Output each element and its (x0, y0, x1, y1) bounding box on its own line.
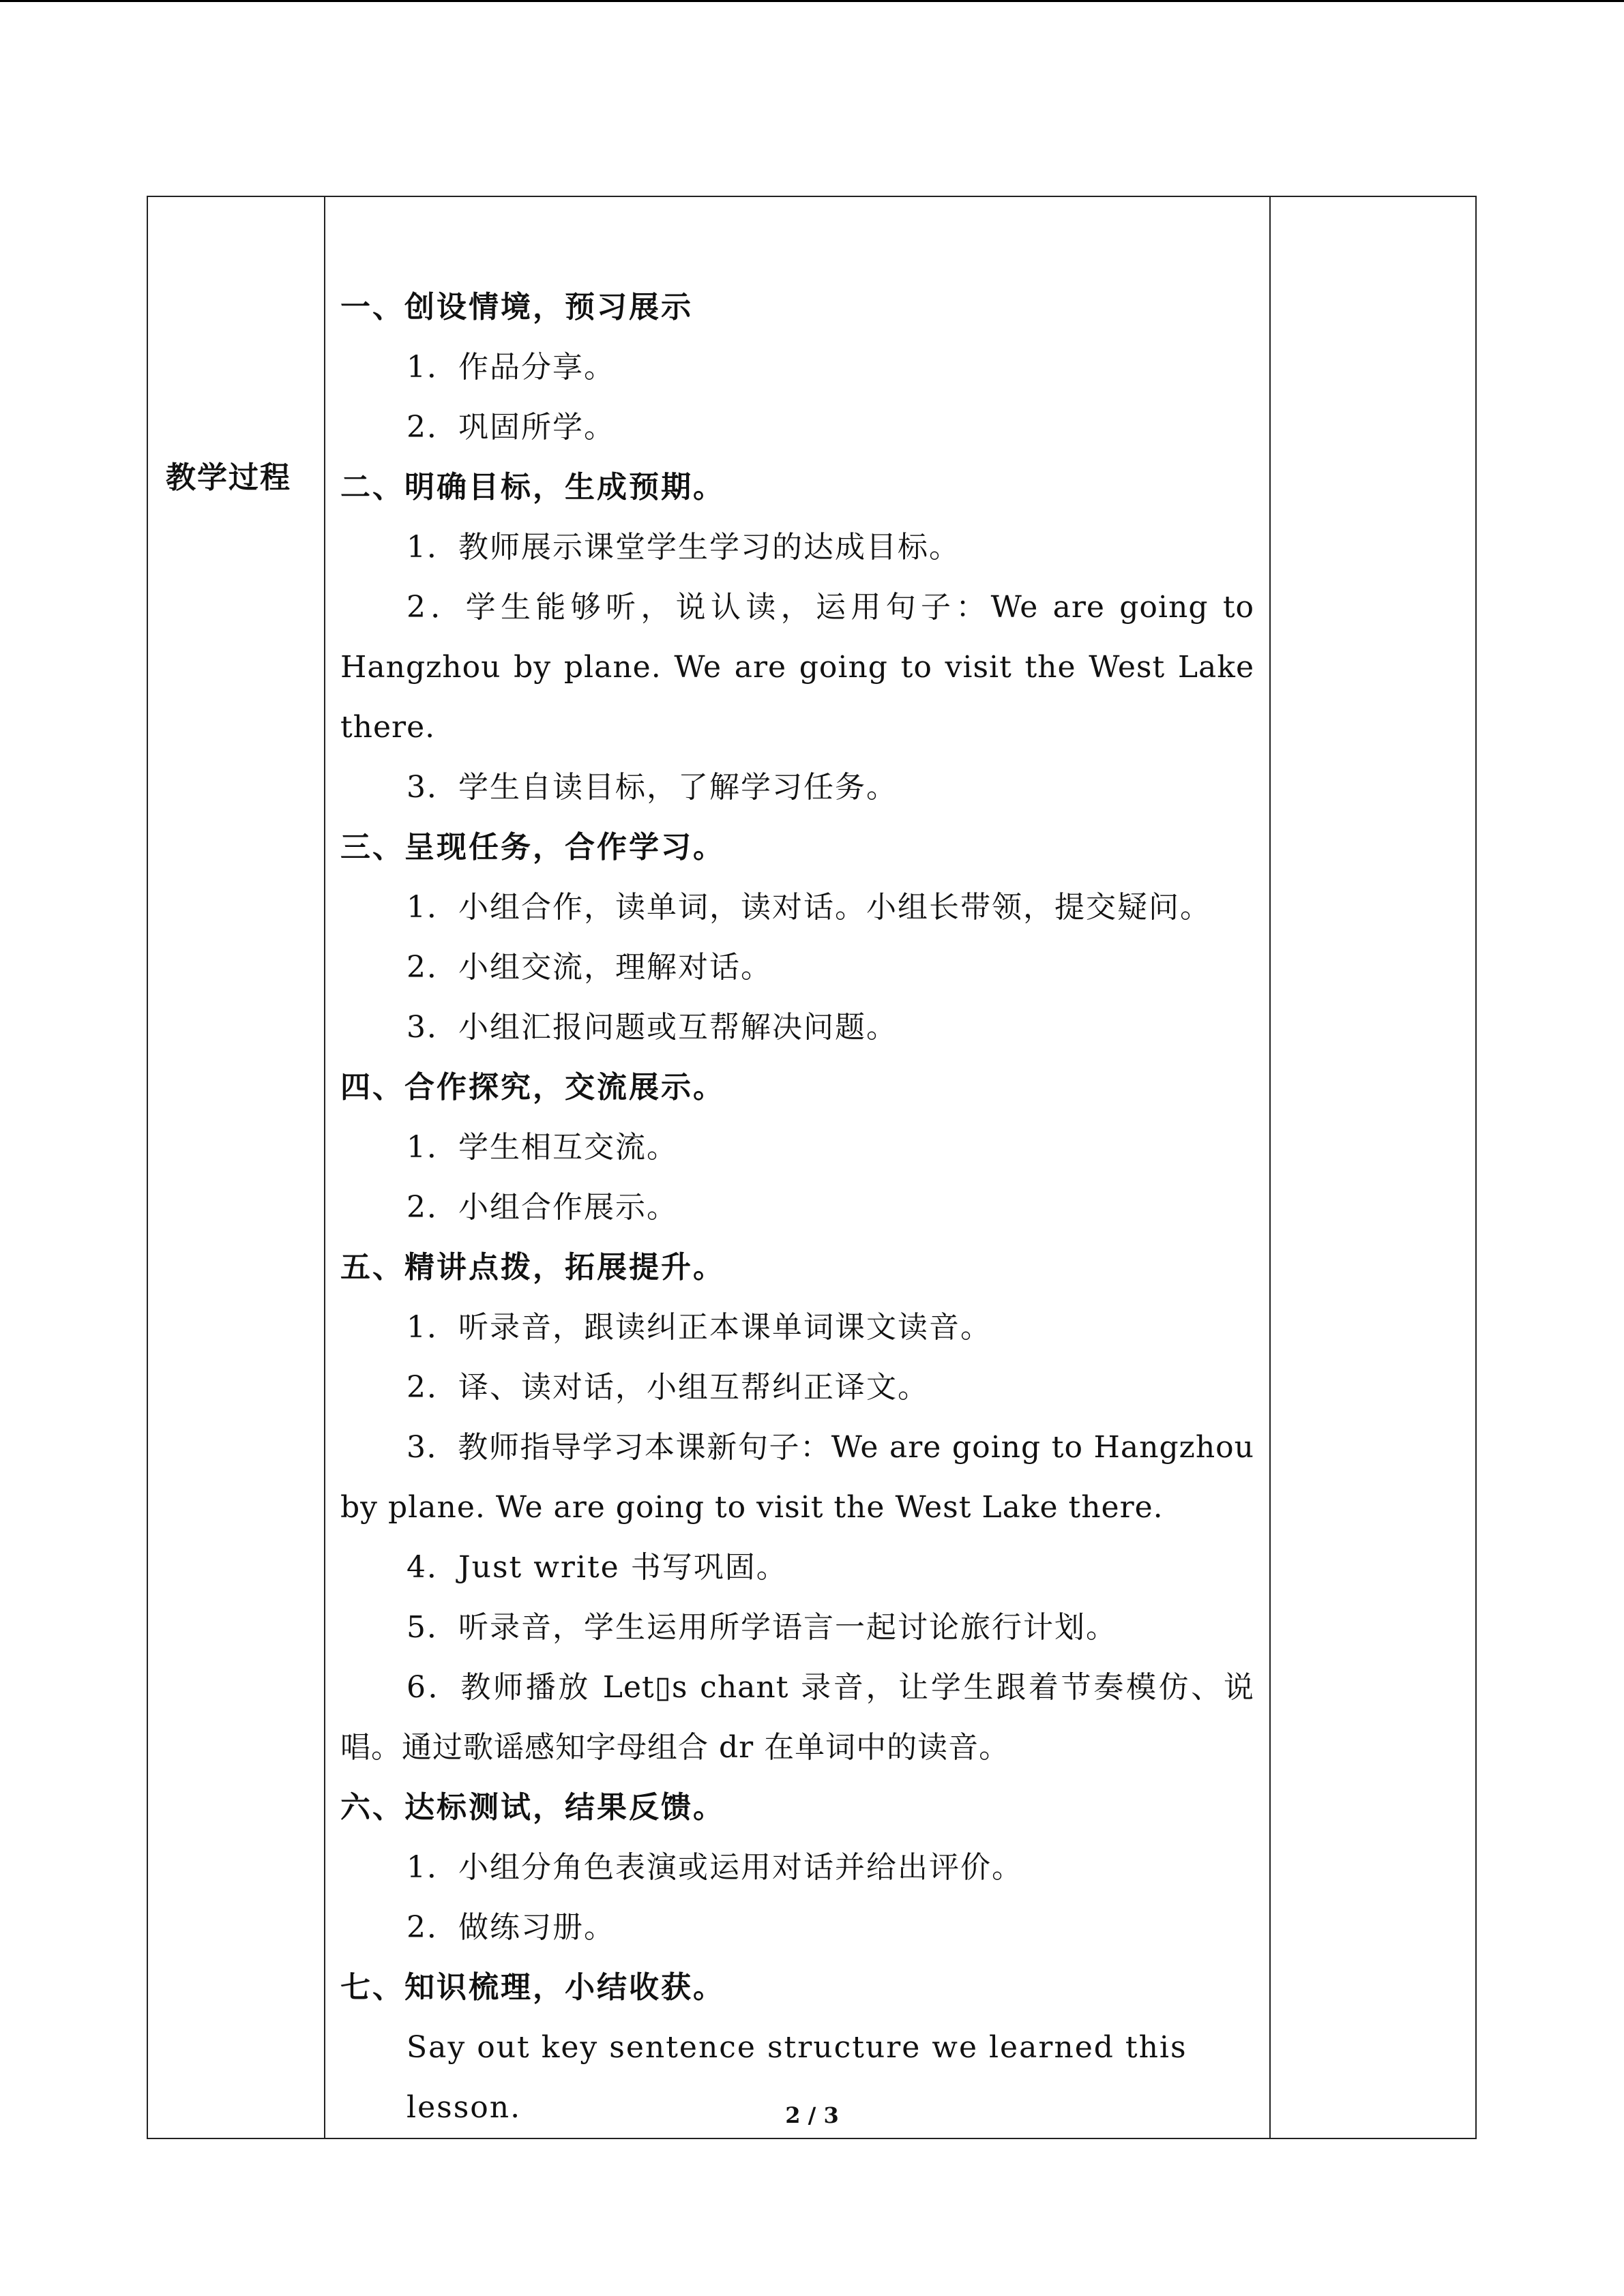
notes-cell (1270, 196, 1476, 2138)
section-paragraph: 3．教师指导学习本课新句子：We are going to Hangzhou by plane. We are going to visit the West Lake there. (340, 1430, 1254, 1525)
content-cell (325, 196, 1270, 2138)
section-paragraph: 6．教师播放 Let▯s chant 录音，让学生跟着节奏模仿、说唱。通过歌谣感知字母组合 dr 在单词中的读音。 (340, 1670, 1254, 1765)
section-item: 4．Just write 书写巩固。 (407, 1550, 788, 1585)
section-heading: 六、达标测试，结果反馈。 (340, 1790, 725, 1825)
section-item: 1．教师展示课堂学生学习的达成目标。 (407, 530, 960, 565)
row-label-cell (147, 196, 325, 2138)
section-item: 1．小组分角色表演或运用对话并给出评价。 (407, 1850, 1023, 1885)
section-item: 1．小组合作，读单词，读对话。小组长带领，提交疑问。 (407, 890, 1211, 925)
section-item: Say out key sentence structure we learned this lesson. (407, 2030, 1187, 2125)
section-item: 2．小组合作展示。 (407, 1190, 678, 1225)
section-heading: 四、合作探究，交流展示。 (340, 1070, 725, 1105)
row-label: 教学过程 (166, 460, 291, 495)
section-heading: 二、明确目标，生成预期。 (340, 470, 725, 505)
top-rule (0, 0, 1624, 2)
section-paragraph: 2．学生能够听，说认读，运用句子：We are going to Hangzhou by plane. We are going to visit the West Lake there. (340, 590, 1254, 745)
section-item: 2．做练习册。 (407, 1910, 615, 1945)
section-item: 2．巩固所学。 (407, 410, 615, 445)
section-item: 1．听录音，跟读纠正本课单词课文读音。 (407, 1310, 992, 1345)
section-heading: 三、呈现任务，合作学习。 (340, 830, 725, 865)
teaching-process-row (147, 196, 1476, 2138)
content-body (325, 197, 1269, 2138)
section-item: 2．译、读对话，小组互帮纠正译文。 (407, 1370, 929, 1405)
lesson-plan-table (147, 196, 1477, 2139)
section-item: 3．小组汇报问题或互帮解决问题。 (407, 1010, 898, 1045)
section-item: 1．作品分享。 (407, 350, 615, 385)
section-item: 1．学生相互交流。 (407, 1130, 678, 1165)
section-item: 2．小组交流，理解对话。 (407, 950, 772, 985)
page-number: 2 / 3 (785, 2102, 839, 2128)
section-heading: 五、精讲点拨，拓展提升。 (340, 1250, 725, 1285)
section-heading: 一、创设情境，预习展示 (340, 290, 693, 325)
section-item: 5．听录音，学生运用所学语言一起讨论旅行计划。 (407, 1610, 1117, 1645)
section-item: 3．学生自读目标，了解学习任务。 (407, 770, 898, 805)
section-heading: 七、知识梳理，小结收获。 (340, 1970, 725, 2005)
